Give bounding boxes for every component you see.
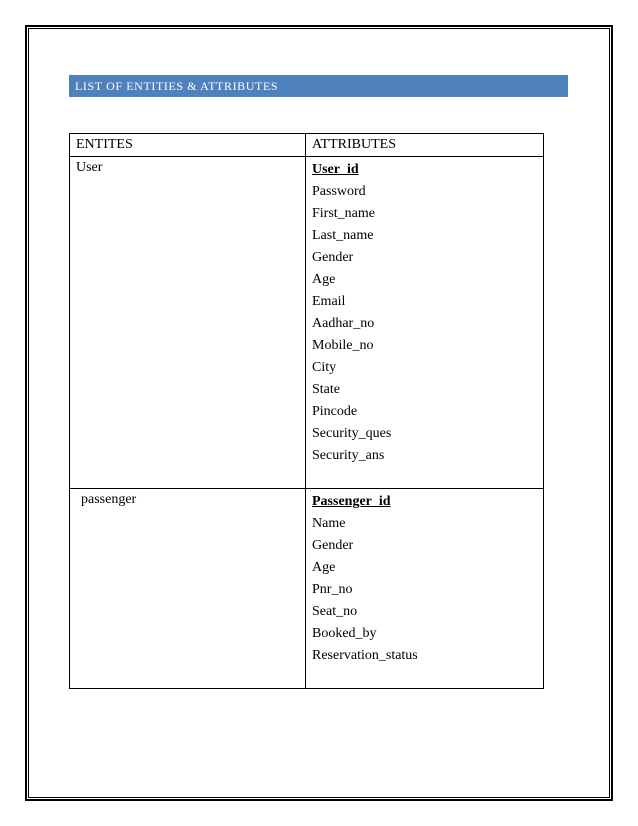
attribute-item: Mobile_no	[312, 338, 374, 353]
attribute-list	[312, 160, 543, 468]
attribute-item: Password	[312, 184, 366, 199]
attribute-item: Gender	[312, 250, 354, 265]
attribute-cell	[306, 489, 544, 689]
table-row-passenger	[70, 489, 544, 689]
attribute-item: State	[312, 382, 340, 397]
table-header-row	[70, 134, 544, 157]
primary-key-attribute: Passenger_id	[312, 494, 391, 509]
header-entities: ENTITES	[70, 134, 306, 157]
attribute-item: Booked_by	[312, 626, 377, 641]
attribute-item: Name	[312, 516, 346, 531]
section-heading: LIST OF ENTITIES & ATTRIBUTES	[75, 79, 279, 93]
attribute-item: Reservation_status	[312, 648, 418, 663]
header-attributes: ATTRIBUTES	[306, 134, 544, 157]
primary-key-attribute: User_id	[312, 162, 359, 177]
attribute-item: Pincode	[312, 404, 358, 419]
attribute-item: Gender	[312, 538, 354, 553]
attribute-cell	[306, 157, 544, 489]
entity-name: User	[70, 157, 306, 489]
section-heading-bar	[69, 75, 568, 97]
attribute-item: Seat_no	[312, 604, 358, 619]
attribute-list	[312, 492, 543, 668]
attribute-item: Pnr_no	[312, 582, 353, 597]
attribute-item: Last_name	[312, 228, 374, 243]
entity-attribute-table	[69, 133, 544, 689]
attribute-item: Email	[312, 294, 346, 309]
attribute-item: Security_ques	[312, 426, 392, 441]
attribute-item: Aadhar_no	[312, 316, 375, 331]
attribute-item: City	[312, 360, 337, 375]
attribute-item: Age	[312, 272, 336, 287]
attribute-item: First_name	[312, 206, 375, 221]
entity-name: passenger	[70, 489, 306, 689]
attribute-item: Security_ans	[312, 448, 385, 463]
table-row-user	[70, 157, 544, 489]
attribute-item: Age	[312, 560, 336, 575]
